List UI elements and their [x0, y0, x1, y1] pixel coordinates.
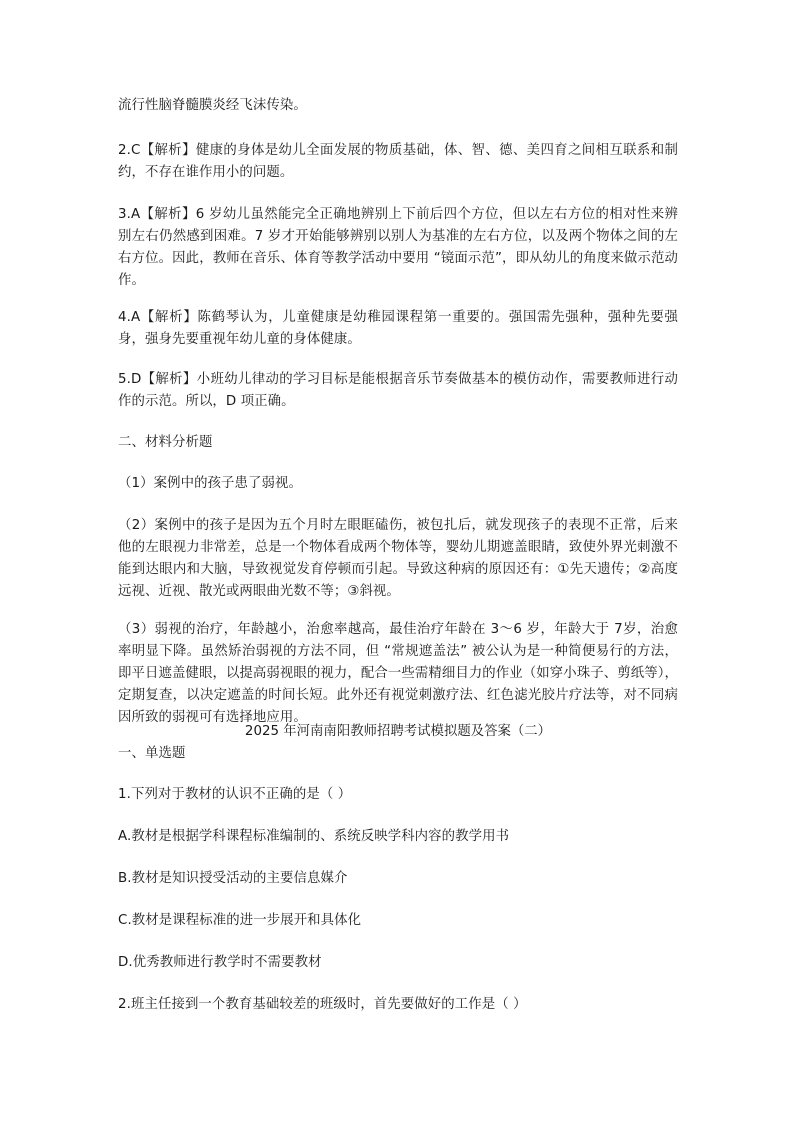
section-heading-single-choice: 一、单选题 — [118, 746, 186, 761]
material-answer-3: （3）弱视的治疗，年龄越小，治愈率越高，最佳治疗年龄在 3～6 岁，年龄大于 7岁，治愈率明显下降。虽然矫治弱视的方法不同，但 “常规遮盖法” 被公认为是一种简便易行的方法，即平日遮盖健眼，以提高弱视眼的视力，配合一些需精细目力的作业（如穿小珠子、剪纸等），定期复查，以决定遮盖的时间长短。此外还有视觉刺激疗法、红色滤光胶片疗法等，对不同病因所致的弱视可有选择地应用。 — [118, 622, 678, 725]
question-1-option-c: C.教材是课程标准的进一步展开和具体化 — [118, 913, 362, 928]
question-1-option-a: A.教材是根据学科课程标准编制的、系统反映学科内容的教学用书 — [118, 829, 510, 844]
answer-3: 3.A【解析】6 岁幼儿虽然能完全正确地辨别上下前后四个方位，但以左右方位的相对性来辨别左右仍然感到困难。7 岁才开始能够辨别以别人为基准的左右方位，以及两个物体之间的左右方位。因此，教师在音乐、体育等教学活动中要用 “镜面示范”，即从幼儿的角度来做示范动作。 — [118, 207, 678, 288]
section-heading-material-analysis: 二、材料分析题 — [118, 435, 213, 450]
answer-4: 4.A【解析】陈鹤琴认为，儿童健康是幼稚园课程第一重要的。强国需先强种，强种先要强身，强身先要重视年幼儿童的身体健康。 — [118, 310, 678, 347]
question-1-option-d: D.优秀教师进行教学时不需要教材 — [118, 955, 322, 970]
answer-2: 2.C【解析】健康的身体是幼儿全面发展的物质基础，体、智、德、美四育之间相互联系和制约，不存在谁作用小的问题。 — [118, 143, 678, 180]
material-answer-2: （2）案例中的孩子是因为五个月时左眼眶磕伤，被包扎后，就发现孩子的表现不正常，后来他的左眼视力非常差，总是一个物体看成两个物体等，婴幼儿期遮盖眼睛，致使外界光刺激不能到达眼内和大脑，导致视觉发育停顿而引起。导致这种病的原因还有：①先天遗传；②高度远视、近视、散光或两眼曲光数不等；③斜视。 — [118, 518, 678, 599]
question-1: 1.下列对于教材的认识不正确的是（ ） — [118, 787, 352, 802]
question-1-option-b: B.教材是知识授受活动的主要信息媒介 — [118, 871, 348, 886]
exam-title: 2025 年河南南阳教师招聘考试模拟题及答案（二） — [244, 724, 552, 739]
material-answer-1: （1）案例中的孩子患了弱视。 — [118, 476, 302, 491]
question-2: 2.班主任接到一个教育基础较差的班级时，首先要做好的工作是（ ） — [118, 997, 527, 1012]
answer-5: 5.D【解析】小班幼儿律动的学习目标是能根据音乐节奏做基本的模仿动作，需要教师进行动作的示范。所以，D 项正确。 — [118, 372, 678, 409]
paragraph-meningitis: 流行性脑脊髓膜炎经飞沫传染。 — [118, 98, 307, 113]
